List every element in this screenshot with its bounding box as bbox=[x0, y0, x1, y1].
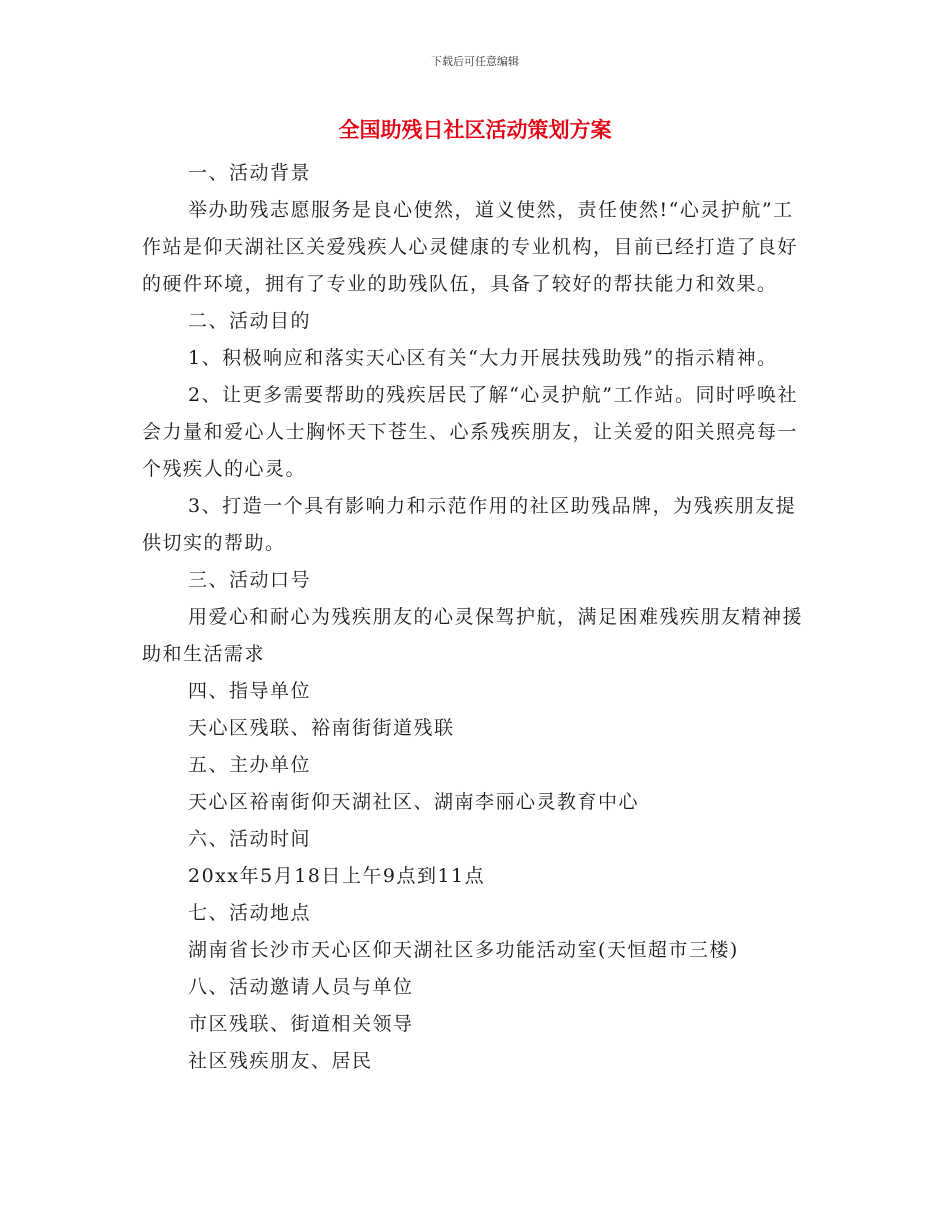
section-heading-background: 一、活动背景 bbox=[188, 162, 312, 184]
guidance-units: 天心区残联、裕南街街道残联 bbox=[188, 717, 455, 739]
section-heading-guidance: 四、指导单位 bbox=[188, 680, 312, 702]
purpose-item-2: 2、让更多需要帮助的残疾居民了解“心灵护航”工作站。同时呼唤社会力量和爱心人士胸怀天下苍生、心系残疾朋友，让关爱的阳关照亮每一个残疾人的心灵。 bbox=[142, 384, 799, 480]
section-heading-location: 七、活动地点 bbox=[188, 902, 312, 924]
activity-location: 湖南省长沙市天心区仰天湖社区多功能活动室(天恒超市三楼) bbox=[188, 939, 739, 961]
section-heading-purpose: 二、活动目的 bbox=[188, 310, 312, 332]
purpose-item-1: 1、积极响应和落实天心区有关“大力开展扶残助残”的指示精神。 bbox=[188, 347, 778, 369]
section-heading-time: 六、活动时间 bbox=[188, 828, 312, 850]
purpose-item-3: 3、打造一个具有影响力和示范作用的社区助残品牌，为残疾朋友提供切实的帮助。 bbox=[142, 495, 797, 554]
document-body bbox=[142, 155, 810, 1080]
section-heading-invitees: 八、活动邀请人员与单位 bbox=[188, 976, 414, 998]
host-units: 天心区裕南街仰天湖社区、湖南李丽心灵教育中心 bbox=[188, 791, 640, 813]
invitees-item-1: 市区残联、街道相关领导 bbox=[188, 1013, 414, 1035]
section-heading-slogan: 三、活动口号 bbox=[188, 569, 312, 591]
invitees-item-2: 社区残疾朋友、居民 bbox=[188, 1050, 373, 1072]
document-title: 全国助残日社区活动策划方案 bbox=[338, 118, 612, 142]
activity-time: 20xx年5月18日上午9点到11点 bbox=[188, 865, 486, 887]
slogan-text: 用爱心和耐心为残疾朋友的心灵保驾护航，满足困难残疾朋友精神援助和生活需求 bbox=[142, 606, 804, 665]
background-paragraph: 举办助残志愿服务是良心使然，道义使然，责任使然!“心灵护航”工作站是仰天湖社区关爱残疾人心灵健康的专业机构，目前已经打造了良好的硬件环境，拥有了专业的助残队伍，具备了较好的帮扶能力和效果。 bbox=[142, 199, 799, 295]
section-heading-host: 五、主办单位 bbox=[188, 754, 312, 776]
header-note: 下载后可任意编辑 bbox=[431, 55, 519, 68]
